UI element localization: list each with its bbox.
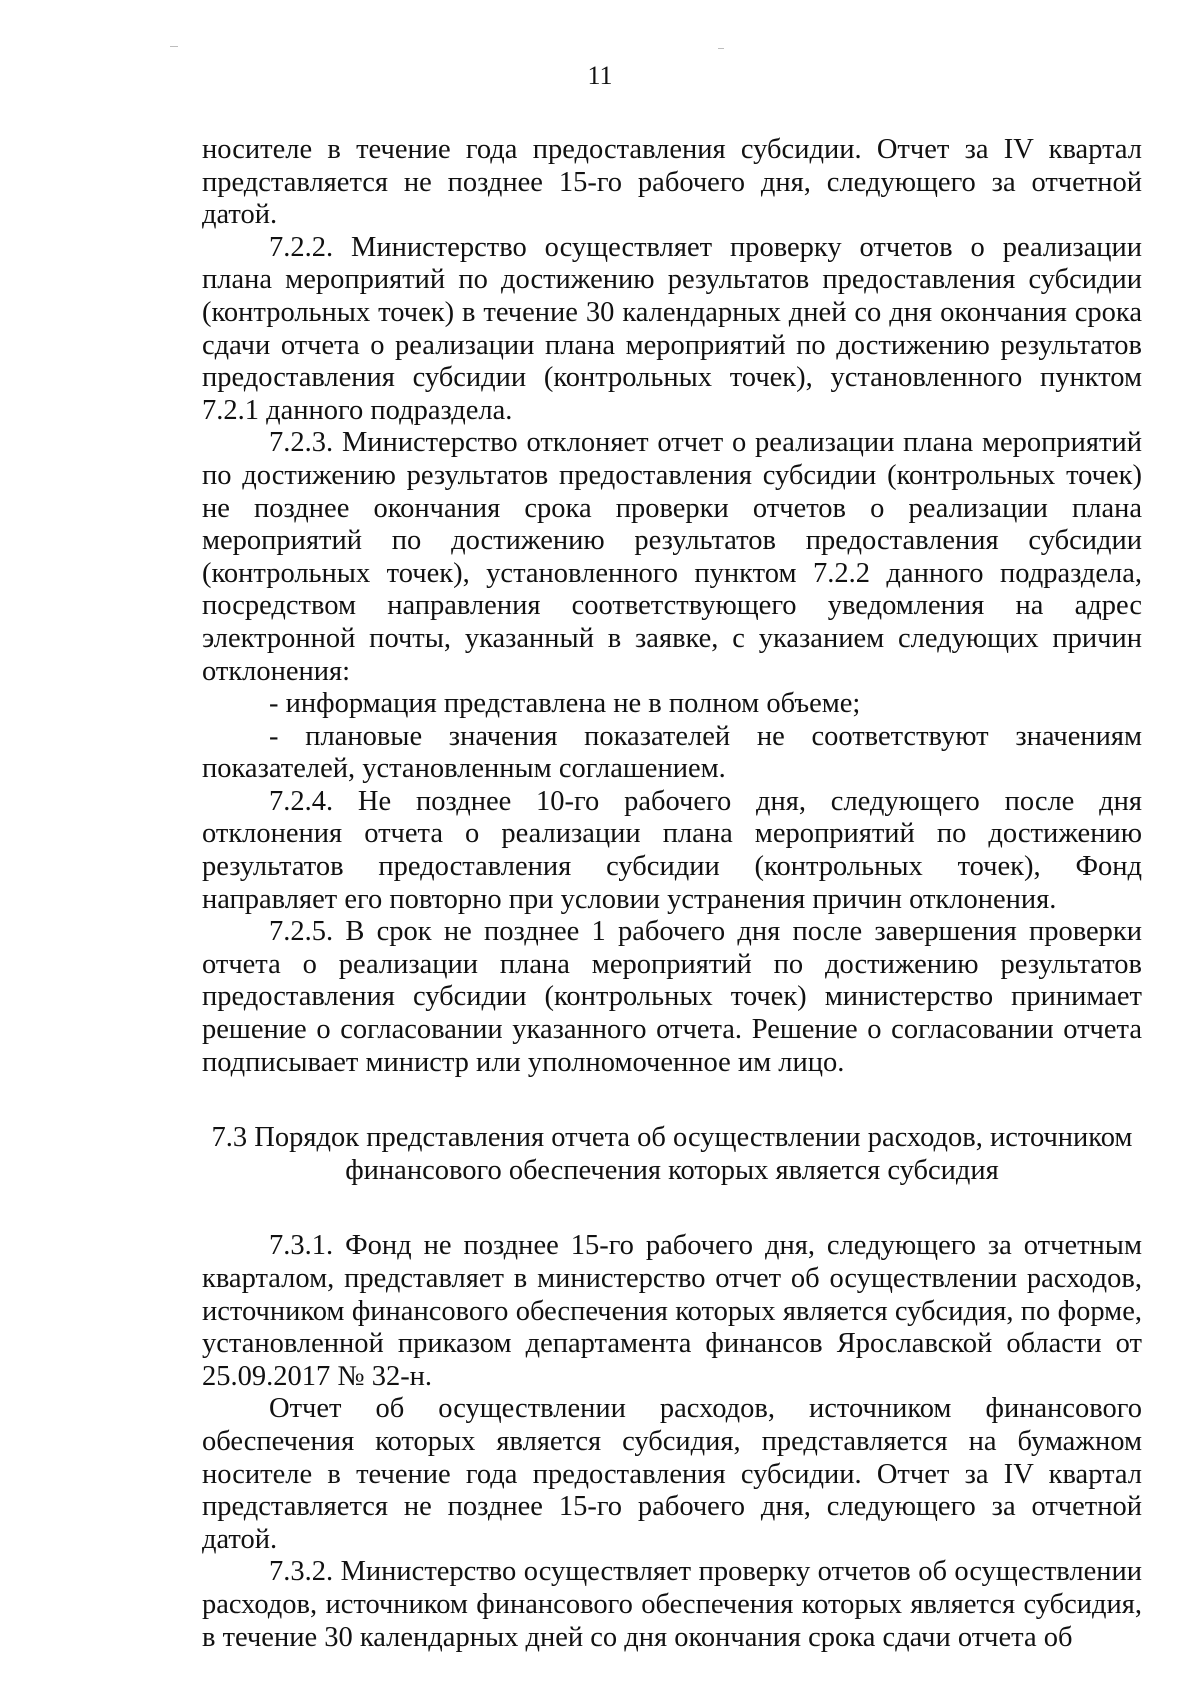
section-heading-line-1: 7.3 Порядок представления отчета об осуществлении расходов, источником — [211, 1122, 1133, 1154]
list-item-values-mismatch: - плановые значения показателей не соответствуют значениям показателей, установленным соглашением. — [202, 720, 1142, 785]
paragraph-7-2-4: 7.2.4. Не позднее 10-го рабочего дня, следующего после дня отклонения отчета о реализации плана мероприятий по достижению результатов предоставления субсидии (контрольных точек), Фонд направляет его повторно при условии устранения причин отклонения. — [202, 785, 1142, 915]
paragraph-7-3-1: 7.3.1. Фонд не позднее 15-го рабочего дня, следующего за отчетным кварталом, представляет в министерство отчет об осуществлении расходов, источником финансового обеспечения которых является субсидия, по форме, установленной приказом департамента финансов Ярославской области от 25.09.2017 № 32-н. — [202, 1230, 1142, 1392]
paragraph-report-submission: Отчет об осуществлении расходов, источником финансового обеспечения которых является субсидия, представляется на бумажном носителе в течение года предоставления субсидии. Отчет за IV квартал представляется не позднее 15-го рабочего дня, следующего за отчетной датой. — [202, 1393, 1142, 1555]
paragraph-7-2-2: 7.2.2. Министерство осуществляет проверку отчетов о реализации плана мероприятий по достижению результатов предоставления субсидии (контрольных точек) в течение 30 календарных дней со дня окончания срока сдачи отчета о реализации плана мероприятий по достижению результатов предоставления субсидии (контрольных точек), установленного пунктом 7.2.1 данного подраздела. — [202, 231, 1142, 426]
section-heading-7-3 — [202, 1122, 1142, 1187]
scan-artifact — [170, 46, 178, 47]
paragraph-7-2-3: 7.2.3. Министерство отклоняет отчет о реализации плана мероприятий по достижению результатов предоставления субсидии (контрольных точек) не позднее окончания срока проверки отчетов о реализации плана мероприятий по достижению результатов предоставления субсидии (контрольных точек), установленного пунктом 7.2.2 данного подраздела, посредством направления соответствующего уведомления на адрес электронной почты, указанный в заявке, с указанием следующих причин отклонения: — [202, 427, 1142, 687]
list-item-incomplete-info: - информация представлена не в полном объеме; — [269, 688, 861, 720]
section-heading-line-2: финансового обеспечения которых является субсидия — [345, 1154, 999, 1186]
document-body — [202, 134, 1142, 1654]
paragraph-continuation: носителе в течение года предоставления субсидии. Отчет за IV квартал представляется не позднее 15-го рабочего дня, следующего за отчетной датой. — [202, 134, 1142, 231]
page-number: 11 — [587, 61, 613, 90]
scan-artifact — [718, 48, 724, 49]
paragraph-7-3-2: 7.3.2. Министерство осуществляет проверку отчетов об осуществлении расходов, источником финансового обеспечения которых является субсидия, в течение 30 календарных дней со дня окончания срока сдачи отчета об — [202, 1556, 1142, 1653]
paragraph-7-2-5: 7.2.5. В срок не позднее 1 рабочего дня после завершения проверки отчета о реализации плана мероприятий по достижению результатов предоставления субсидии (контрольных точек) министерство принимает решение о согласовании указанного отчета. Решение о согласовании отчета подписывает министр или уполномоченное им лицо. — [202, 916, 1142, 1078]
